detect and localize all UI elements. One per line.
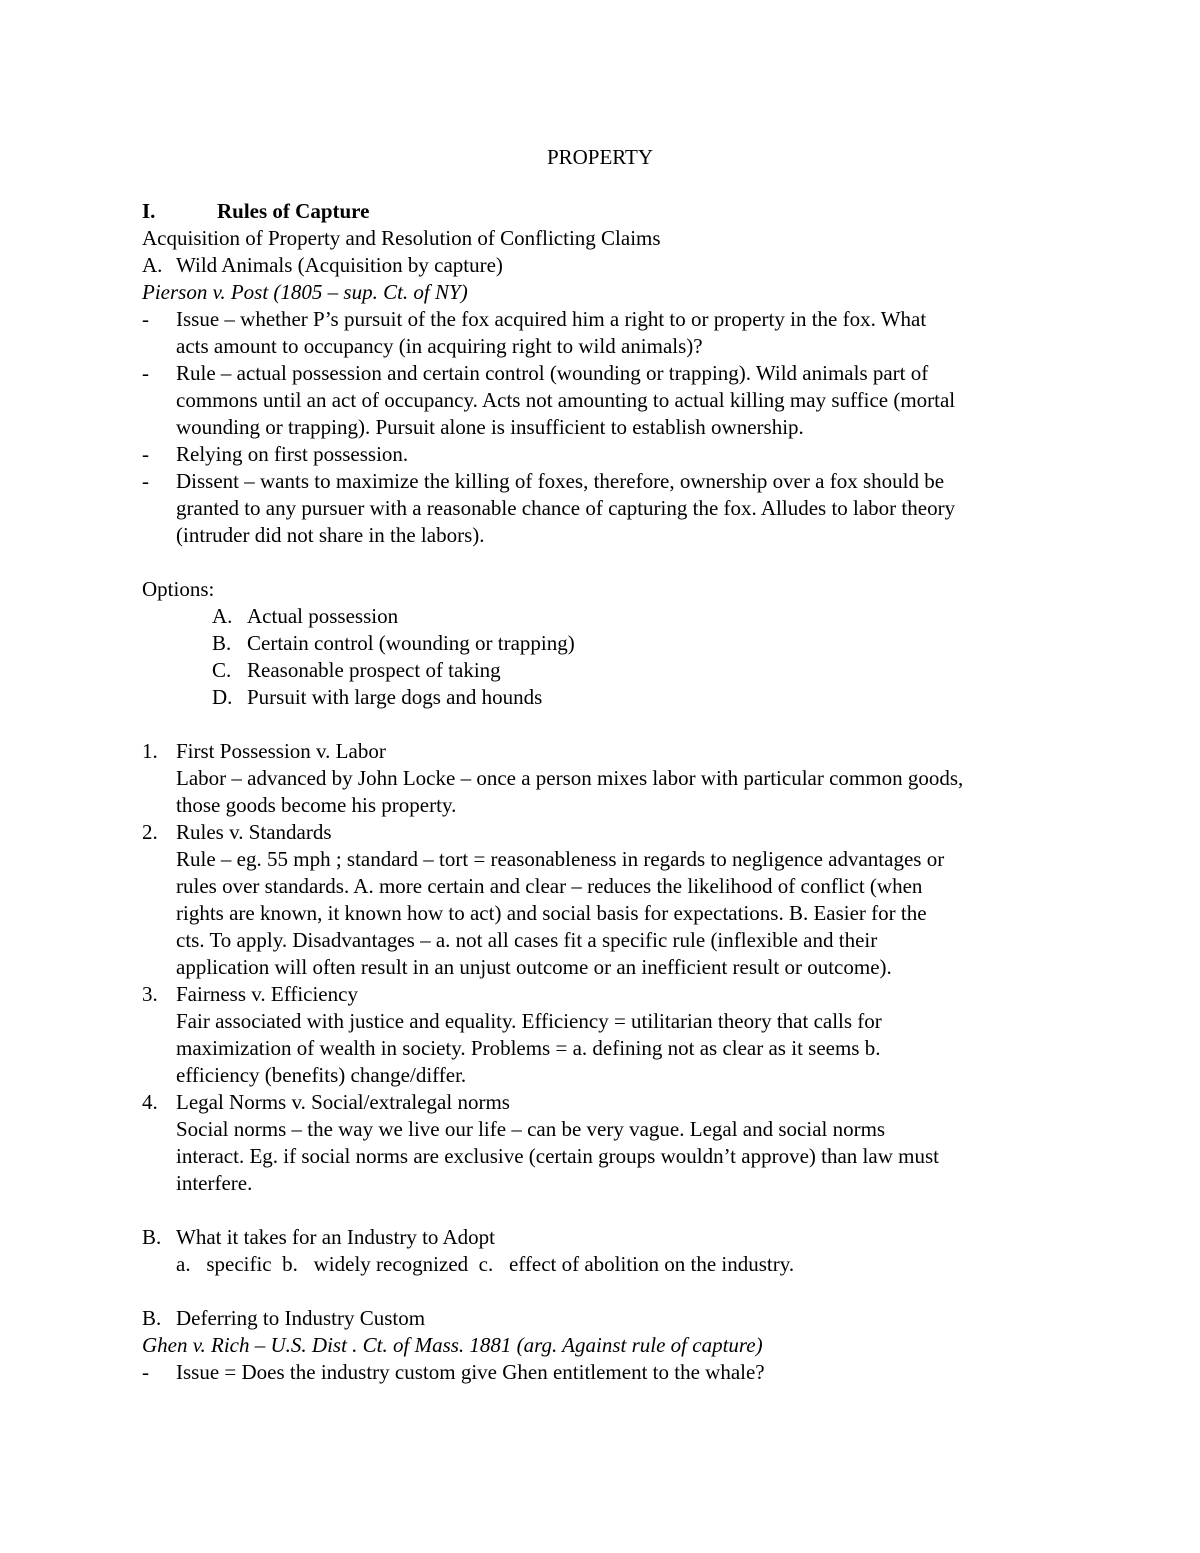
point-line: Issue – whether P’s pursuit of the fox acquired him a right to or property in the fox. What — [176, 307, 927, 331]
spacer — [142, 1197, 1072, 1224]
item-line: Social norms – the way we live our life – can be very vague. Legal and social norms — [176, 1117, 886, 1141]
option-item — [142, 684, 1072, 711]
point-line: (intruder did not share in the labors). — [176, 523, 485, 547]
case-point — [142, 306, 1072, 360]
point-line: Relying on first possession. — [176, 442, 409, 466]
point-line: Issue = Does the industry custom give Ghen entitlement to the whale? — [176, 1360, 765, 1384]
item-line: rights are known, it known how to act) and social basis for expectations. B. Easier for the — [176, 901, 927, 925]
section-heading — [142, 198, 1072, 225]
section-subtitle: Acquisition of Property and Resolution of Conflicting Claims — [142, 226, 661, 250]
part-b-subitems: a. specific b. widely recognized c. effect of abolition on the industry. — [176, 1252, 795, 1276]
numbered-item — [142, 819, 1072, 981]
item-line: cts. To apply. Disadvantages – a. not all cases fit a specific rule (inflexible and their — [176, 928, 878, 952]
option-mark: B. — [212, 631, 232, 655]
option-text: Certain control (wounding or trapping) — [247, 631, 575, 655]
option-mark: D. — [212, 685, 233, 709]
option-text: Pursuit with large dogs and hounds — [247, 685, 543, 709]
bullet-mark: - — [142, 442, 149, 466]
bullet-mark: - — [142, 1360, 149, 1384]
point-line: Dissent – wants to maximize the killing of foxes, therefore, ownership over a fox should be — [176, 469, 945, 493]
option-text: Reasonable prospect of taking — [247, 658, 501, 682]
item-line: Rule – eg. 55 mph ; standard – tort = reasonableness in regards to negligence advantages or — [176, 847, 945, 871]
item-number: 3. — [142, 982, 158, 1006]
part-b2-text: Deferring to Industry Custom — [176, 1306, 426, 1330]
case-citation: Ghen v. Rich – U.S. Dist . Ct. of Mass. 1881 (arg. Against rule of capture) — [142, 1333, 763, 1357]
item-number: 1. — [142, 739, 158, 763]
item-line: those goods become his property. — [176, 793, 457, 817]
numbered-item — [142, 1089, 1072, 1197]
section-label: Rules of Capture — [217, 199, 370, 223]
bullet-mark: - — [142, 361, 149, 385]
part-b2-heading — [142, 1305, 1072, 1332]
point-line: wounding or trapping). Pursuit alone is insufficient to establish ownership. — [176, 415, 804, 439]
item-line: interact. Eg. if social norms are exclusive (certain groups wouldn’t approve) than law must — [176, 1144, 939, 1168]
option-text: Actual possession — [247, 604, 399, 628]
part-a-text: Wild Animals (Acquisition by capture) — [176, 253, 503, 277]
item-line: rules over standards. A. more certain and clear – reduces the likelihood of conflict (when — [176, 874, 923, 898]
case-points-list — [142, 306, 1072, 549]
case-point — [142, 441, 1072, 468]
section-number: I. — [142, 199, 156, 223]
item-line: Labor – advanced by John Locke – once a person mixes labor with particular common goods, — [176, 766, 964, 790]
point-line: commons until an act of occupancy. Acts not amounting to actual killing may suffice (mortal — [176, 388, 956, 412]
spacer — [142, 1278, 1072, 1305]
option-mark: C. — [212, 658, 232, 682]
part-b-mark: B. — [142, 1225, 162, 1249]
item-heading: First Possession v. Labor — [176, 739, 386, 763]
option-item — [142, 603, 1072, 630]
item-line: interfere. — [176, 1171, 253, 1195]
spacer — [142, 549, 1072, 576]
options-label: Options: — [142, 577, 215, 601]
part-a-heading — [142, 252, 1072, 279]
point-line: granted to any pursuer with a reasonable chance of capturing the fox. Alludes to labor theory — [176, 496, 956, 520]
point-line: acts amount to occupancy (in acquiring right to wild animals)? — [176, 334, 703, 358]
numbered-item — [142, 981, 1072, 1089]
case-point — [142, 468, 1072, 549]
item-number: 4. — [142, 1090, 158, 1114]
item-heading: Legal Norms v. Social/extralegal norms — [176, 1090, 510, 1114]
option-item — [142, 657, 1072, 684]
numbered-list — [142, 738, 1072, 1197]
part-b-text: What it takes for an Industry to Adopt — [176, 1225, 496, 1249]
item-line: application will often result in an unjust outcome or an inefficient result or outcome). — [176, 955, 892, 979]
document-page — [142, 144, 1072, 1386]
part-b-heading — [142, 1224, 1072, 1251]
title-text: PROPERTY — [546, 145, 654, 169]
item-line: maximization of wealth in society. Problems = a. defining not as clear as it seems b. — [176, 1036, 881, 1060]
item-number: 2. — [142, 820, 158, 844]
options-list — [142, 603, 1072, 711]
document-title — [0, 144, 1200, 171]
item-heading: Fairness v. Efficiency — [176, 982, 358, 1006]
point-line: Rule – actual possession and certain control (wounding or trapping). Wild animals part of — [176, 361, 929, 385]
case-citation: Pierson v. Post (1805 – sup. Ct. of NY) — [142, 280, 468, 304]
case-point — [142, 360, 1072, 441]
option-mark: A. — [212, 604, 233, 628]
case-point — [142, 1359, 1072, 1386]
numbered-item — [142, 738, 1072, 819]
bullet-mark: - — [142, 469, 149, 493]
option-item — [142, 630, 1072, 657]
spacer — [142, 711, 1072, 738]
item-heading: Rules v. Standards — [176, 820, 332, 844]
part-b2-mark: B. — [142, 1306, 162, 1330]
item-line: efficiency (benefits) change/differ. — [176, 1063, 467, 1087]
bullet-mark: - — [142, 307, 149, 331]
item-line: Fair associated with justice and equality. Efficiency = utilitarian theory that calls for — [176, 1009, 882, 1033]
part-a-mark: A. — [142, 253, 163, 277]
